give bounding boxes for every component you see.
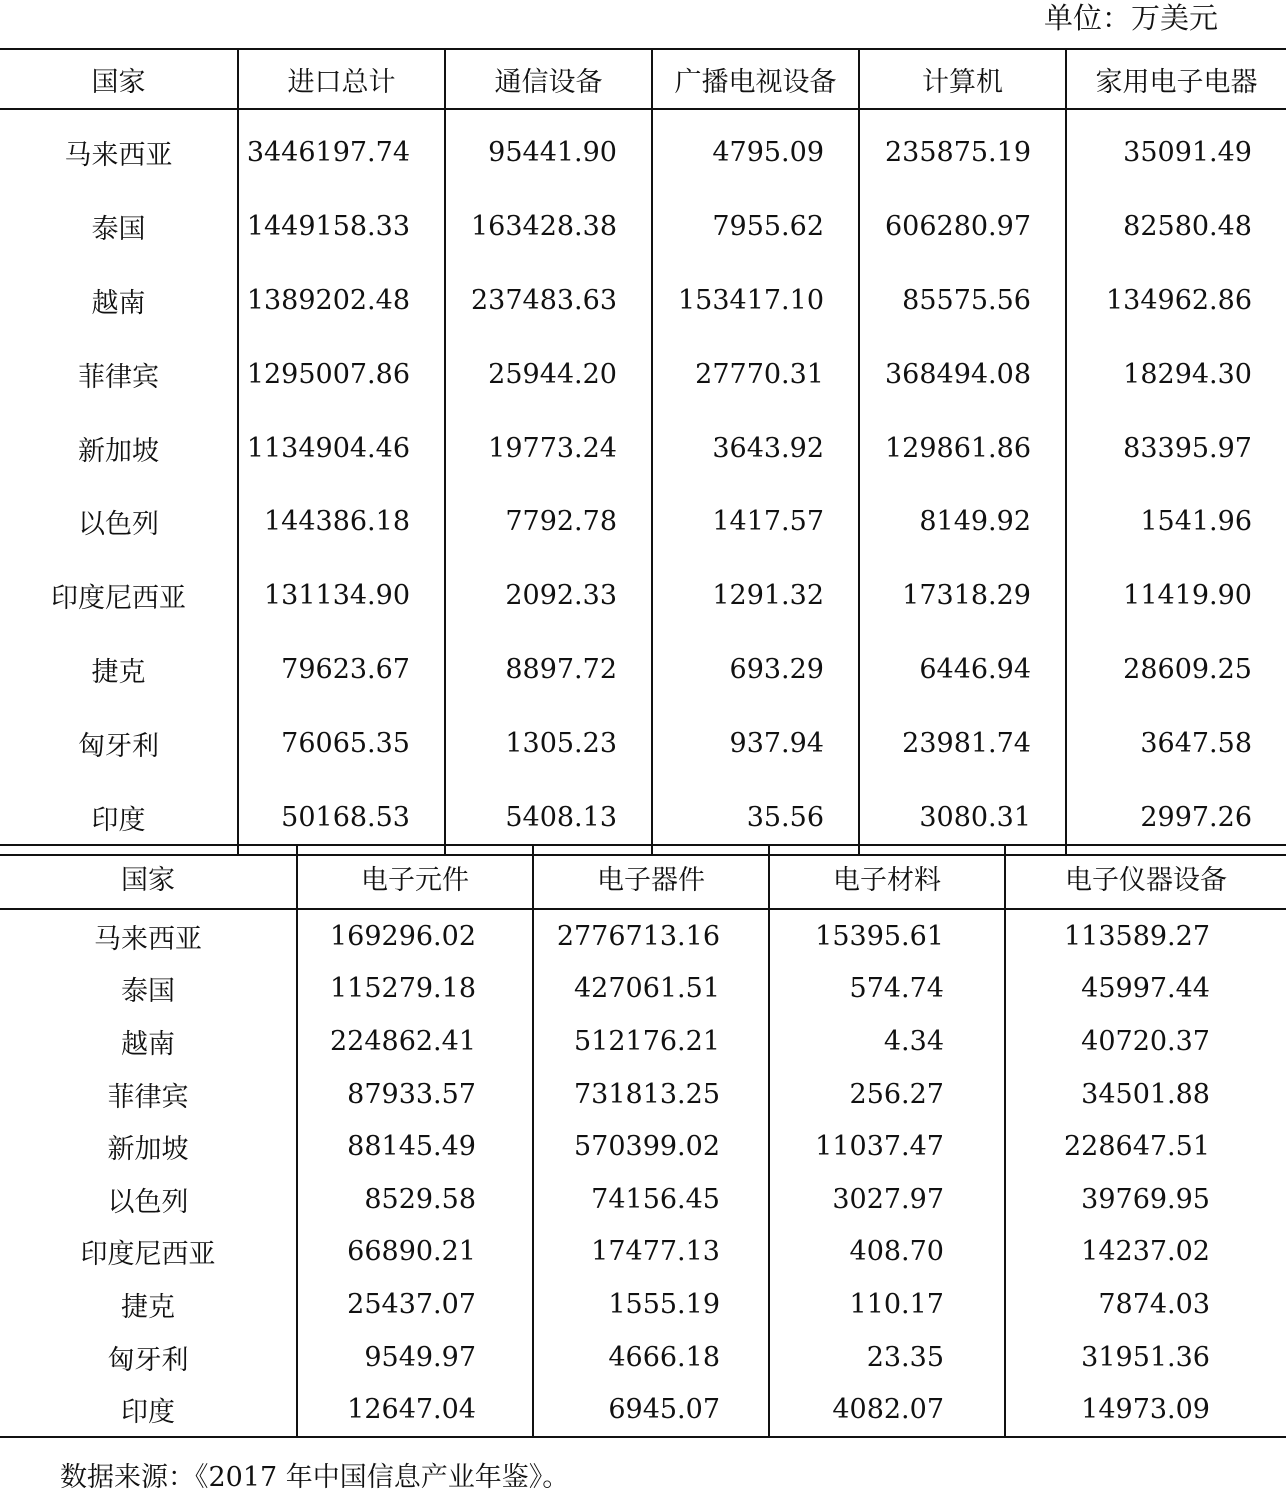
table1-country-cell: 印度 bbox=[91, 804, 146, 836]
table2-value-cell: 570399.02 bbox=[533, 1120, 769, 1173]
table2-value-cell: 14237.02 bbox=[1005, 1226, 1286, 1279]
table2-value-cell: 8529.58 bbox=[297, 1173, 533, 1226]
table1-value-cell: 1389202.48 bbox=[238, 264, 445, 338]
table1-value-cell: 693.29 bbox=[652, 633, 859, 707]
table2-header-cell: 电子材料 bbox=[769, 845, 1005, 909]
table1-value-cell: 6446.94 bbox=[859, 633, 1066, 707]
table1-header-cell: 通信设备 bbox=[445, 49, 652, 109]
table1-value-cell: 82580.48 bbox=[1066, 190, 1286, 264]
table2-value-cell: 574.74 bbox=[769, 963, 1005, 1016]
table1-header-cell: 国家 bbox=[0, 49, 238, 109]
table1-value-cell: 1449158.33 bbox=[238, 190, 445, 264]
table1-value-cell: 95441.90 bbox=[445, 109, 652, 190]
table1-value-cell: 1305.23 bbox=[445, 706, 652, 780]
table1-value-cell: 35.56 bbox=[652, 780, 859, 855]
table1-value-cell: 1295007.86 bbox=[238, 337, 445, 411]
table2-value-cell: 39769.95 bbox=[1005, 1173, 1286, 1226]
table2-value-cell: 88145.49 bbox=[297, 1120, 533, 1173]
table1-value-cell: 79623.67 bbox=[238, 633, 445, 707]
table2-value-cell: 4666.18 bbox=[533, 1331, 769, 1384]
table2-row bbox=[0, 1173, 1286, 1226]
table1-value-cell: 19773.24 bbox=[445, 411, 652, 485]
table2-value-cell: 15395.61 bbox=[769, 909, 1005, 963]
table2-value-cell: 169296.02 bbox=[297, 909, 533, 963]
table1-value-cell: 83395.97 bbox=[1066, 411, 1286, 485]
table2-country-cell: 捷克 bbox=[121, 1291, 175, 1323]
table1-value-cell: 1291.32 bbox=[652, 559, 859, 633]
import-table-part2 bbox=[0, 844, 1286, 1438]
table2-value-cell: 256.27 bbox=[769, 1068, 1005, 1121]
table1-header bbox=[0, 49, 1286, 109]
table1-row bbox=[0, 633, 1286, 707]
table2-value-cell: 2776713.16 bbox=[533, 909, 769, 963]
table2-row bbox=[0, 1226, 1286, 1279]
table1-country-cell: 捷克 bbox=[91, 656, 146, 688]
table2-value-cell: 66890.21 bbox=[297, 1226, 533, 1279]
table1-row bbox=[0, 559, 1286, 633]
table1-body bbox=[0, 109, 1286, 855]
table1-value-cell: 163428.38 bbox=[445, 190, 652, 264]
table1-country-cell: 泰国 bbox=[91, 214, 146, 246]
table1-value-cell: 28609.25 bbox=[1066, 633, 1286, 707]
table1-value-cell: 27770.31 bbox=[652, 337, 859, 411]
table1-value-cell: 25944.20 bbox=[445, 337, 652, 411]
table1-value-cell: 3643.92 bbox=[652, 411, 859, 485]
table2-value-cell: 113589.27 bbox=[1005, 909, 1286, 963]
table2-value-cell: 731813.25 bbox=[533, 1068, 769, 1121]
table1-row bbox=[0, 109, 1286, 190]
table2-value-cell: 87933.57 bbox=[297, 1068, 533, 1121]
table2-country-cell: 印度 bbox=[121, 1397, 175, 1429]
table1-value-cell: 7955.62 bbox=[652, 190, 859, 264]
table1-value-cell: 1417.57 bbox=[652, 485, 859, 559]
table1-value-cell: 4795.09 bbox=[652, 109, 859, 190]
table1-value-cell: 8897.72 bbox=[445, 633, 652, 707]
table1-country-cell: 以色列 bbox=[78, 509, 159, 541]
table2-value-cell: 408.70 bbox=[769, 1226, 1005, 1279]
table2-header-cell: 电子仪器设备 bbox=[1005, 845, 1286, 909]
table1-value-cell: 2092.33 bbox=[445, 559, 652, 633]
table2-header-cell: 国家 bbox=[0, 845, 297, 909]
table1-value-cell: 3080.31 bbox=[859, 780, 1066, 855]
table2-country-cell: 匈牙利 bbox=[107, 1344, 189, 1376]
table1-country-cell: 马来西亚 bbox=[64, 140, 173, 172]
table2-country-cell: 越南 bbox=[121, 1028, 175, 1060]
table1-value-cell: 144386.18 bbox=[238, 485, 445, 559]
table2-value-cell: 228647.51 bbox=[1005, 1120, 1286, 1173]
table2-country-cell: 新加坡 bbox=[107, 1134, 189, 1166]
table1-value-cell: 17318.29 bbox=[859, 559, 1066, 633]
table1-value-cell: 368494.08 bbox=[859, 337, 1066, 411]
table1-value-cell: 76065.35 bbox=[238, 706, 445, 780]
table1-value-cell: 8149.92 bbox=[859, 485, 1066, 559]
table1-value-cell: 1134904.46 bbox=[238, 411, 445, 485]
table1-row bbox=[0, 190, 1286, 264]
table2-header bbox=[0, 845, 1286, 909]
table1-value-cell: 153417.10 bbox=[652, 264, 859, 338]
table2-value-cell: 40720.37 bbox=[1005, 1015, 1286, 1068]
table1-value-cell: 85575.56 bbox=[859, 264, 1066, 338]
import-table-part1 bbox=[0, 48, 1286, 856]
table2-country-cell: 以色列 bbox=[107, 1186, 189, 1218]
table2-country-cell: 马来西亚 bbox=[94, 923, 202, 955]
table1-value-cell: 3446197.74 bbox=[238, 109, 445, 190]
table2-value-cell: 31951.36 bbox=[1005, 1331, 1286, 1384]
table2-value-cell: 3027.97 bbox=[769, 1173, 1005, 1226]
table1-row bbox=[0, 337, 1286, 411]
table1-value-cell: 5408.13 bbox=[445, 780, 652, 855]
table1-value-cell: 35091.49 bbox=[1066, 109, 1286, 190]
table2-row bbox=[0, 1120, 1286, 1173]
table2-country-cell: 菲律宾 bbox=[107, 1081, 189, 1113]
table1-header-cell: 家用电子电器 bbox=[1066, 49, 1286, 109]
table2-row bbox=[0, 1068, 1286, 1121]
table2-value-cell: 7874.03 bbox=[1005, 1278, 1286, 1331]
table1-row bbox=[0, 485, 1286, 559]
table2-value-cell: 9549.97 bbox=[297, 1331, 533, 1384]
table2-value-cell: 4082.07 bbox=[769, 1383, 1005, 1437]
table2-value-cell: 1555.19 bbox=[533, 1278, 769, 1331]
table1-value-cell: 23981.74 bbox=[859, 706, 1066, 780]
table2-header-cell: 电子器件 bbox=[533, 845, 769, 909]
table1-value-cell: 3647.58 bbox=[1066, 706, 1286, 780]
table2-value-cell: 14973.09 bbox=[1005, 1383, 1286, 1437]
table1-value-cell: 1541.96 bbox=[1066, 485, 1286, 559]
table1-value-cell: 134962.86 bbox=[1066, 264, 1286, 338]
table1-value-cell: 18294.30 bbox=[1066, 337, 1286, 411]
unit-label: 单位：万美元 bbox=[1043, 1, 1218, 35]
table1-country-cell: 菲律宾 bbox=[78, 361, 159, 393]
table2-value-cell: 224862.41 bbox=[297, 1015, 533, 1068]
table2-value-cell: 512176.21 bbox=[533, 1015, 769, 1068]
table1-value-cell: 50168.53 bbox=[238, 780, 445, 855]
table2-body bbox=[0, 909, 1286, 1437]
table2-value-cell: 12647.04 bbox=[297, 1383, 533, 1437]
table2-value-cell: 6945.07 bbox=[533, 1383, 769, 1437]
table1-value-cell: 129861.86 bbox=[859, 411, 1066, 485]
table2-value-cell: 110.17 bbox=[769, 1278, 1005, 1331]
table1-value-cell: 237483.63 bbox=[445, 264, 652, 338]
table2-value-cell: 34501.88 bbox=[1005, 1068, 1286, 1121]
table1-value-cell: 937.94 bbox=[652, 706, 859, 780]
table1-row bbox=[0, 706, 1286, 780]
table2-value-cell: 11037.47 bbox=[769, 1120, 1005, 1173]
table1-row bbox=[0, 411, 1286, 485]
table2-value-cell: 45997.44 bbox=[1005, 963, 1286, 1016]
table2-header-cell: 电子元件 bbox=[297, 845, 533, 909]
table2-row bbox=[0, 963, 1286, 1016]
table1-value-cell: 11419.90 bbox=[1066, 559, 1286, 633]
table2-value-cell: 427061.51 bbox=[533, 963, 769, 1016]
table1-country-cell: 新加坡 bbox=[78, 435, 159, 467]
table1-value-cell: 235875.19 bbox=[859, 109, 1066, 190]
table2-country-cell: 印度尼西亚 bbox=[80, 1239, 216, 1271]
table1-header-cell: 广播电视设备 bbox=[652, 49, 859, 109]
table1-value-cell: 606280.97 bbox=[859, 190, 1066, 264]
table2-value-cell: 25437.07 bbox=[297, 1278, 533, 1331]
table2-row bbox=[0, 1331, 1286, 1384]
table1-country-cell: 匈牙利 bbox=[78, 730, 159, 762]
table2-value-cell: 17477.13 bbox=[533, 1226, 769, 1279]
table2-value-cell: 115279.18 bbox=[297, 963, 533, 1016]
table2-row bbox=[0, 909, 1286, 963]
table2-row bbox=[0, 1015, 1286, 1068]
table1-country-cell: 印度尼西亚 bbox=[51, 583, 186, 615]
table1-country-cell: 越南 bbox=[91, 287, 146, 319]
table2-row bbox=[0, 1278, 1286, 1331]
table2-value-cell: 23.35 bbox=[769, 1331, 1005, 1384]
table1-header-cell: 进口总计 bbox=[238, 49, 445, 109]
source-note: 数据来源：《2017 年中国信息产业年鉴》。 bbox=[60, 1462, 570, 1493]
table1-row bbox=[0, 264, 1286, 338]
table1-header-cell: 计算机 bbox=[859, 49, 1066, 109]
table1-value-cell: 2997.26 bbox=[1066, 780, 1286, 855]
table2-row bbox=[0, 1383, 1286, 1437]
table1-value-cell: 7792.78 bbox=[445, 485, 652, 559]
table2-value-cell: 4.34 bbox=[769, 1015, 1005, 1068]
table1-value-cell: 131134.90 bbox=[238, 559, 445, 633]
table2-country-cell: 泰国 bbox=[121, 976, 175, 1008]
table2-value-cell: 74156.45 bbox=[533, 1173, 769, 1226]
